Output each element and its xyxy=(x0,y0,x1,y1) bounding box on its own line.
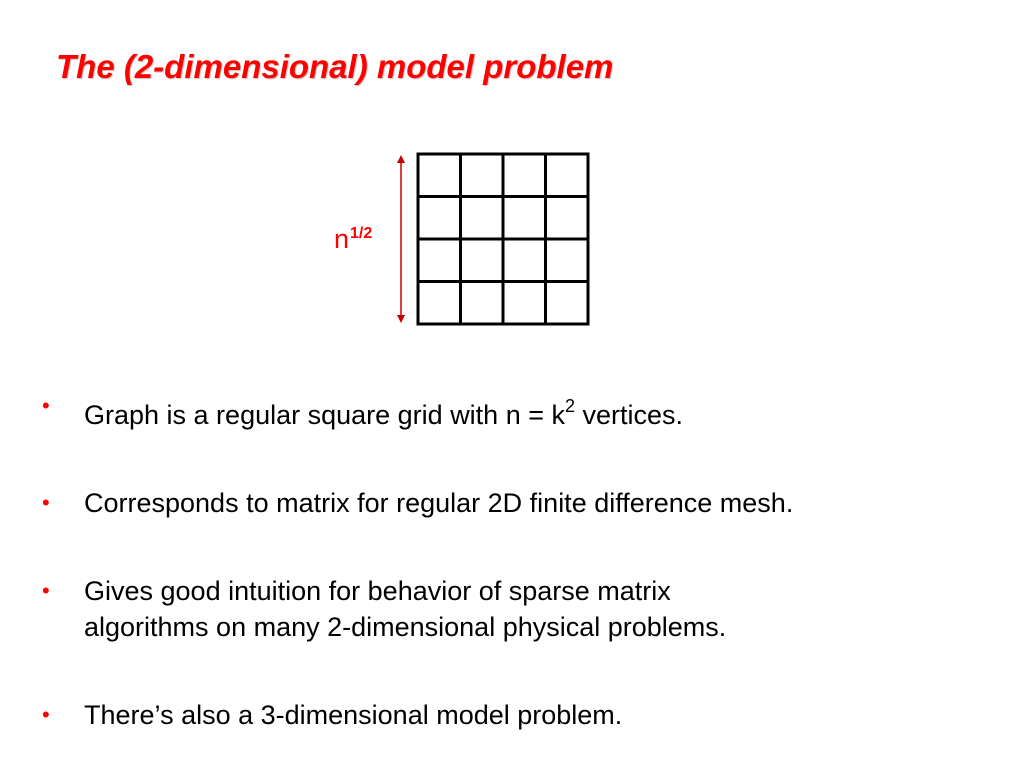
bullet-text-after: s also a 3-dimensional model problem. xyxy=(160,700,623,730)
bullet-list xyxy=(40,388,1000,768)
bullet-item-grid xyxy=(40,388,1000,433)
bullet-marker: • xyxy=(42,702,50,727)
bullet-marker: • xyxy=(42,393,50,418)
dimension-label-exponent: 1/2 xyxy=(350,225,373,242)
bullet-apostrophe: ’ xyxy=(154,700,161,730)
slide-title: The (2-dimensional) model problem xyxy=(56,48,614,85)
bullet-text-after: vertices. xyxy=(575,400,684,430)
dimension-label xyxy=(334,224,372,255)
bullet-text-line1: Gives good intuition for behavior of sparse matrix xyxy=(84,576,671,606)
bullet-text-before: There xyxy=(84,700,155,730)
bullet-text: Corresponds to matrix for regular 2D finite difference mesh. xyxy=(84,488,794,518)
bullet-marker: • xyxy=(42,578,50,603)
bullet-superscript: 2 xyxy=(565,396,576,416)
bullet-text-line2: algorithms on many 2-dimensional physical problems. xyxy=(84,612,727,642)
dimension-label-base: n xyxy=(334,224,350,254)
arrow-head-up xyxy=(397,155,405,163)
arrow-head-down xyxy=(397,315,405,323)
bullet-text-before: Graph is a regular square grid with n = k xyxy=(84,400,565,430)
bullet-item-intuition xyxy=(40,573,1000,645)
bullet-item-matrix xyxy=(40,485,1000,521)
bullet-item-3d xyxy=(40,697,1000,733)
grid-figure xyxy=(320,140,610,340)
bullet-marker: • xyxy=(42,490,50,515)
